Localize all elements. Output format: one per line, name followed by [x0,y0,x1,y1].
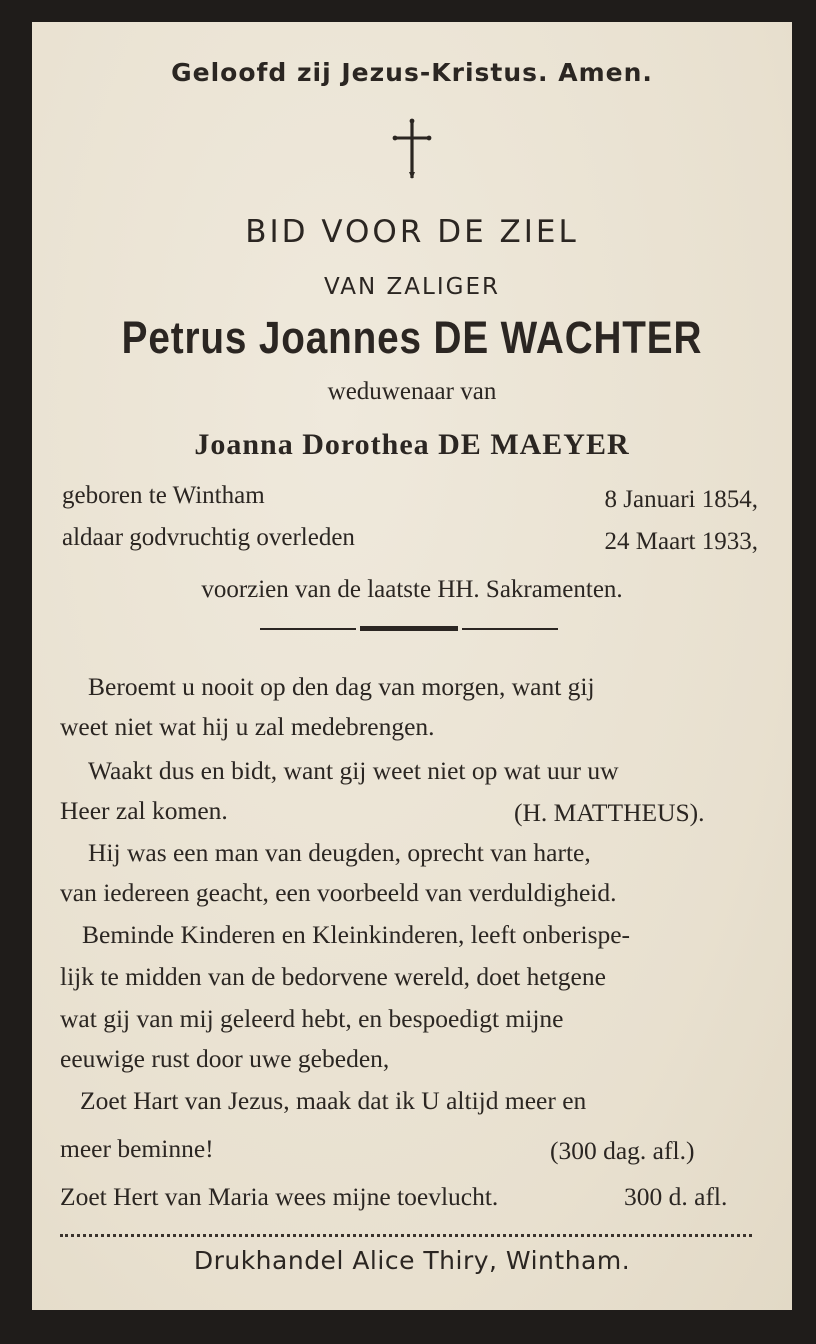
verse-line: Zoet Hert van Maria wees mijne toevlucht. [60,1182,499,1211]
sacraments-line: voorzien van de laatste HH. Sakramenten. [201,576,623,603]
header-prayer: Geloofd zij Jezus-Kristus. Amen. [171,58,653,87]
dotted-divider [60,1234,752,1237]
title-van: VAN ZALIGER [324,274,500,300]
spouse-name: Joanna Dorothea DE MAEYER [194,428,630,461]
verse-line: wat gij van mij geleerd hebt, en bespoedigt mijne [60,1004,564,1033]
verse-line: Beminde Kinderen en Kleinkinderen, leeft onberispe- [82,920,631,949]
verse-line: Hij was een man van deugden, oprecht van harte, [88,838,591,867]
verse-line: lijk te midden van de bedorvene wereld, doet hetgene [60,962,606,991]
verse-line: eeuwige rust door uwe gebeden, [60,1044,390,1073]
verse-line: van iedereen geacht, een voorbeeld van verduldigheid. [60,878,617,907]
verse-line: Heer zal komen. [60,796,228,825]
born-label: geboren te Wintham [62,482,265,509]
born-date: 8 Januari 1854, [604,486,758,513]
died-date: 24 Maart 1933, [604,528,758,555]
verse-line: Zoet Hart van Jezus, maak dat ik U altijd meer en [80,1086,587,1115]
verse-line: Beroemt u nooit op den dag van morgen, want gij [88,672,595,701]
verse-line: Waakt dus en bidt, want gij weet niet op wat uur uw [88,756,619,785]
title-bid: BID VOOR DE ZIEL [245,214,579,250]
cross-icon [392,118,432,180]
printer-credit: Drukhandel Alice Thiry, Wintham. [193,1246,631,1275]
verse-line: meer beminne! [60,1134,214,1163]
ornamental-divider [260,626,558,632]
verse-reference: (300 dag. afl.) [550,1136,695,1165]
card-paper [32,22,792,1310]
verse-line: weet niet wat hij u zal medebrengen. [60,712,435,741]
deceased-name: Petrus Joannes DE WACHTER [121,312,703,363]
verse-reference: 300 d. afl. [624,1182,728,1211]
verse-reference: (H. MATTHEUS). [514,798,705,827]
died-label: aldaar godvruchtig overleden [62,524,355,551]
widower-label: weduwenaar van [327,378,497,405]
